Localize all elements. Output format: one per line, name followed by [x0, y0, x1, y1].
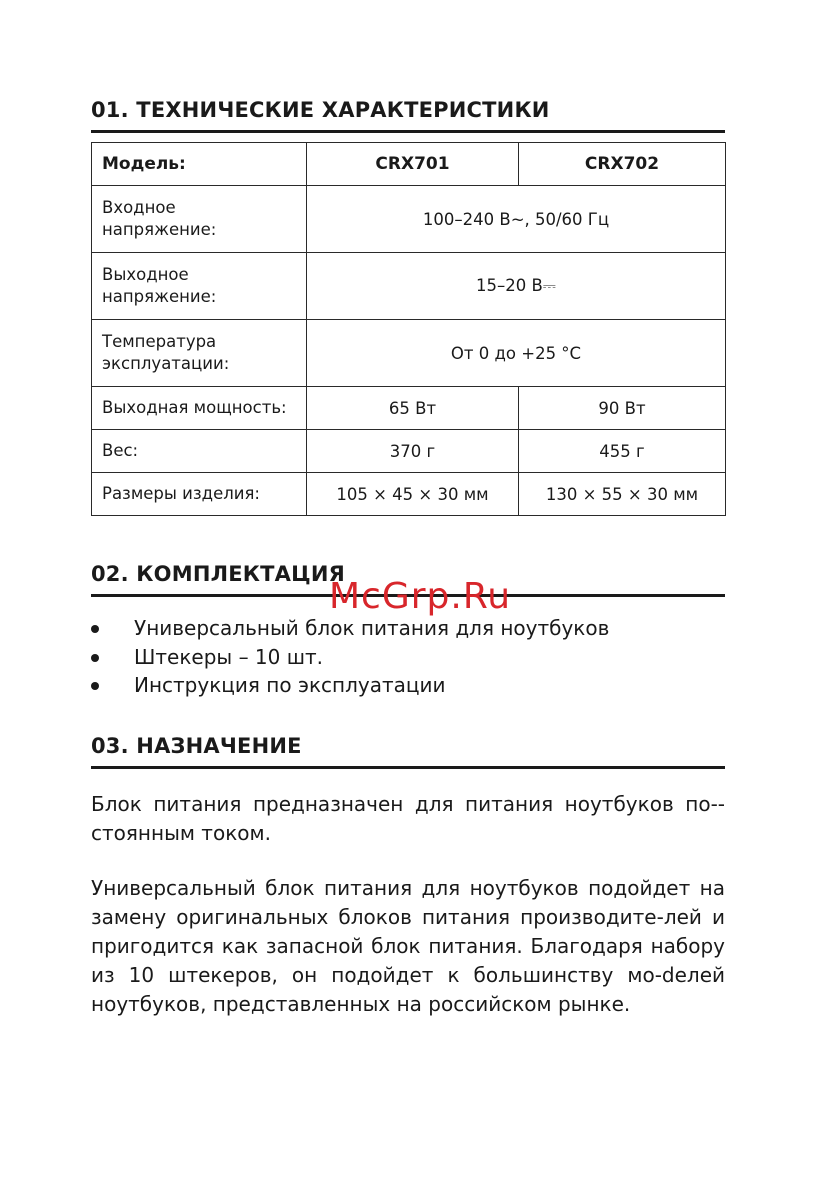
label-line: Выходное	[102, 265, 189, 284]
purpose-section-title: 03. НАЗНАЧЕНИЕ	[91, 732, 725, 769]
table-row	[92, 320, 726, 387]
list-item	[91, 643, 731, 672]
input-voltage-value: 100–240 В~, 50/60 Гц	[307, 186, 726, 253]
table-row	[92, 186, 726, 253]
model-crx701: CRX701	[307, 143, 519, 186]
output-power-label: Выходная мощность:	[92, 387, 307, 430]
dimensions-label: Размеры изделия:	[92, 473, 307, 516]
input-voltage-label	[92, 186, 307, 253]
kit-section-title: 02. КОМПЛЕКТАЦИЯ	[91, 560, 725, 597]
table-row	[92, 143, 726, 186]
weight-label: Вес:	[92, 430, 307, 473]
purpose-paragraph-2: Универсальный блок питания для ноутбуков подойдет на замену оригинальных блоков питания производите-лей и пригодится как запасной блок питания. Благодаря набору из 10 штекеров, он подойдет к большинству мо-dелей ноутбуков, представленных на российском рынке.	[91, 876, 725, 1016]
list-item	[91, 614, 731, 643]
table-row	[92, 430, 726, 473]
label-line: напряжение:	[102, 287, 217, 306]
watermark: McGrp.Ru	[328, 576, 512, 617]
bullet-icon	[91, 682, 99, 690]
kit-item-text: Универсальный блок питания для ноутбуков	[134, 616, 610, 640]
output-power-crx701: 65 Вт	[307, 387, 519, 430]
dimensions-crx702: 130 × 55 × 30 мм	[519, 473, 726, 516]
list-item	[91, 671, 731, 700]
weight-crx701: 370 г	[307, 430, 519, 473]
output-voltage-label	[92, 253, 307, 320]
kit-list	[91, 614, 731, 700]
table-row	[92, 473, 726, 516]
label-line: эксплуатации:	[102, 354, 230, 373]
dimensions-crx701: 105 × 45 × 30 мм	[307, 473, 519, 516]
purpose-paragraph-1: Блок питания предназначен для питания ноутбуков по-стоянным током.	[91, 792, 725, 845]
bullet-icon	[91, 654, 99, 662]
table-row	[92, 253, 726, 320]
kit-item-text: Штекеры – 10 шт.	[134, 644, 324, 669]
kit-item-text: Инструкция по эксплуатации	[134, 673, 446, 697]
specs-section-title: 01. ТЕХНИЧЕСКИЕ ХАРАКТЕРИСТИКИ	[91, 96, 725, 133]
bullet-icon	[91, 625, 99, 633]
label-line: напряжение:	[102, 220, 217, 239]
output-voltage-value: 15–20 В⎓	[307, 253, 726, 320]
label-line: Температура	[102, 332, 217, 351]
model-crx702: CRX702	[519, 143, 726, 186]
label-line: Входное	[102, 198, 176, 217]
specs-table	[91, 142, 726, 516]
model-label: Модель:	[92, 143, 307, 186]
output-power-crx702: 90 Вт	[519, 387, 726, 430]
table-row	[92, 387, 726, 430]
weight-crx702: 455 г	[519, 430, 726, 473]
temperature-label	[92, 320, 307, 387]
temperature-value: От 0 до +25 °С	[307, 320, 726, 387]
